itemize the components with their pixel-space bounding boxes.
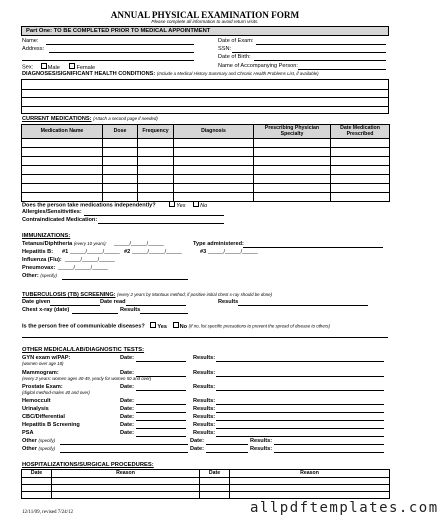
contraindicated-label: Contraindicated Medication: bbox=[22, 217, 98, 223]
hepatitis-1-label: #1 bbox=[62, 249, 69, 255]
col-reason-1: Reason bbox=[52, 470, 200, 478]
date-of-exam-label: Date of Exam: bbox=[218, 38, 254, 44]
pneumovax-label: Pneumovax: bbox=[22, 265, 56, 271]
name-label: Name: bbox=[22, 38, 39, 44]
communicable-yes-checkbox[interactable] bbox=[150, 322, 156, 328]
test-results-label: Results: bbox=[193, 430, 216, 436]
test-date-label: Date: bbox=[120, 370, 134, 376]
test-other-row bbox=[22, 446, 55, 453]
ssn-label: SSN: bbox=[218, 46, 232, 52]
test-other-note: (specify) bbox=[38, 446, 56, 451]
test-label: Urinalysis bbox=[22, 406, 49, 412]
test-results-label: Results: bbox=[250, 438, 273, 444]
test-date-input[interactable] bbox=[136, 422, 186, 429]
independent-no-checkbox[interactable] bbox=[193, 201, 199, 207]
test-date-input[interactable] bbox=[136, 398, 186, 405]
test-date-label: Date: bbox=[190, 446, 204, 452]
test-results-label: Results: bbox=[193, 398, 216, 404]
test-results-label: Results: bbox=[193, 355, 216, 361]
table-row[interactable] bbox=[22, 485, 390, 492]
test-note: (digital method-males 40 and over) bbox=[22, 390, 90, 395]
test-other-label: Other bbox=[22, 446, 37, 452]
medications-heading: CURRENT MEDICATIONS: bbox=[22, 116, 92, 122]
test-date-label: Date: bbox=[120, 414, 134, 420]
independent-yes-label: Yes bbox=[176, 202, 186, 209]
sex-label: Sex: bbox=[22, 64, 34, 71]
test-date-input[interactable] bbox=[136, 406, 186, 413]
diagnoses-note: (Include a Medical History Summary and Chronic Health Problems List, if available) bbox=[156, 71, 319, 76]
revision-date: 12/11/09, revised 7/24/12 bbox=[22, 510, 74, 515]
test-label: PSA bbox=[22, 430, 34, 436]
chest-xray-results-label: Results bbox=[120, 307, 141, 313]
name-input[interactable] bbox=[46, 38, 194, 45]
table-row[interactable] bbox=[22, 478, 390, 485]
contraindicated-input[interactable] bbox=[98, 217, 224, 224]
test-results-input[interactable] bbox=[216, 398, 384, 405]
table-row[interactable] bbox=[22, 492, 390, 499]
test-results-label: Results: bbox=[193, 406, 216, 412]
medications-table bbox=[21, 124, 390, 202]
tb-date-given-input[interactable] bbox=[50, 299, 100, 306]
form-title: ANNUAL PHYSICAL EXAMINATION FORM bbox=[110, 10, 300, 20]
test-other-input[interactable] bbox=[60, 438, 188, 445]
col-date-2: Date bbox=[200, 470, 230, 478]
dob-label: Date of Birth: bbox=[218, 54, 251, 60]
allergies-label: Allergies/Sensitivities: bbox=[22, 209, 82, 215]
type-administered-label: Type administered: bbox=[193, 241, 244, 247]
dob-input[interactable] bbox=[254, 54, 386, 61]
immunizations-heading: IMMUNIZATIONS: bbox=[22, 233, 71, 239]
table-row[interactable] bbox=[22, 166, 390, 175]
test-label: GYN exam w/PAP: bbox=[22, 355, 71, 361]
allergies-input[interactable] bbox=[84, 209, 224, 216]
chest-xray-results-input[interactable] bbox=[140, 307, 188, 314]
col-dose: Dose bbox=[103, 125, 138, 139]
type-administered-input[interactable] bbox=[243, 241, 383, 248]
immunization-other-input[interactable] bbox=[62, 273, 188, 280]
chest-xray-label: Chest x-ray (date) bbox=[22, 307, 70, 313]
communicable-question: Is the person free of communicable diseases? bbox=[22, 323, 145, 330]
tb-results-input[interactable] bbox=[238, 299, 368, 306]
divider bbox=[22, 89, 388, 90]
diagnoses-box[interactable] bbox=[21, 79, 389, 114]
address-line-2[interactable] bbox=[22, 54, 194, 61]
table-row[interactable] bbox=[22, 184, 390, 193]
test-results-input[interactable] bbox=[216, 384, 384, 391]
test-date-label: Date: bbox=[120, 406, 134, 412]
tb-heading-row bbox=[22, 292, 272, 299]
test-date-input[interactable] bbox=[136, 384, 186, 391]
test-date-label: Date: bbox=[120, 422, 134, 428]
tb-heading: TUBERCULOSIS (TB) SCREENING: bbox=[22, 292, 116, 298]
col-diagnosis: Diagnosis bbox=[174, 125, 254, 139]
precautions-input[interactable] bbox=[22, 331, 388, 338]
immunization-other-label: Other: bbox=[22, 273, 39, 279]
col-physician-specialty: Prescribing Physician Specialty bbox=[254, 125, 331, 139]
form-subtitle: Please complete all information to avoid return visits. bbox=[151, 19, 259, 24]
address-input[interactable] bbox=[49, 46, 194, 53]
diagnoses-heading: DIAGNOSES/SIGNIFICANT HEALTH CONDITIONS: bbox=[22, 71, 156, 77]
chest-xray-input[interactable] bbox=[72, 307, 118, 314]
divider bbox=[22, 106, 388, 107]
tb-date-read-input[interactable] bbox=[126, 299, 186, 306]
test-results-label: Results: bbox=[193, 414, 216, 420]
tetanus-note: (every 10 years): bbox=[73, 241, 107, 246]
tb-date-read-label: Date read bbox=[100, 299, 126, 305]
col-reason-2: Reason bbox=[230, 470, 390, 478]
part-one-bar: Part One: TO BE COMPLETED PRIOR TO MEDICAL APPOINTMENT bbox=[21, 26, 389, 36]
tb-results-label: Results bbox=[218, 299, 239, 305]
pneumovax-input[interactable]: _____/_____/_____ bbox=[58, 265, 108, 271]
table-row[interactable] bbox=[22, 175, 390, 184]
test-date-input[interactable] bbox=[206, 438, 248, 445]
ssn-input[interactable] bbox=[232, 46, 386, 53]
hospitalizations-heading: HOSPITALIZATIONS/SURGICAL PROCEDURES: bbox=[22, 462, 154, 468]
influenza-label: Influenza (Flu): bbox=[22, 257, 62, 263]
independent-yes-checkbox[interactable] bbox=[169, 201, 175, 207]
tetanus-label: Tetanus/Diphtheria bbox=[22, 241, 73, 247]
diagnoses-heading-row bbox=[22, 71, 319, 78]
test-date-label: Date: bbox=[190, 438, 204, 444]
test-results-input[interactable] bbox=[274, 438, 384, 445]
tests-heading: OTHER MEDICAL/LAB/DIAGNOSTIC TESTS: bbox=[22, 347, 145, 353]
test-results-input[interactable] bbox=[274, 446, 384, 453]
test-results-label: Results: bbox=[250, 446, 273, 452]
independent-no-label: No bbox=[200, 202, 208, 209]
test-results-label: Results: bbox=[193, 370, 216, 376]
hepatitis-1-input[interactable]: _____/_____/_____ bbox=[70, 249, 120, 255]
female-label: Female bbox=[76, 64, 96, 71]
test-date-label: Date: bbox=[120, 430, 134, 436]
table-row[interactable] bbox=[22, 148, 390, 157]
test-other-input[interactable] bbox=[60, 446, 188, 453]
test-label: Hepatitis B Screening bbox=[22, 422, 80, 428]
test-note: (women over age 18) bbox=[22, 361, 64, 366]
table-row[interactable] bbox=[22, 139, 390, 148]
col-medication-name: Medication Name bbox=[22, 125, 103, 139]
col-date-1: Date bbox=[22, 470, 52, 478]
accompanying-label: Name of Accompanying Person: bbox=[218, 63, 298, 69]
communicable-no-checkbox[interactable] bbox=[173, 322, 179, 328]
hepatitis-2-input[interactable]: _____/_____/_____ bbox=[132, 249, 182, 255]
test-results-input[interactable] bbox=[216, 355, 384, 362]
test-date-label: Date: bbox=[120, 384, 134, 390]
divider bbox=[22, 97, 388, 98]
medications-note: (Attach a second page if needed) bbox=[93, 116, 158, 121]
test-note: (every 2 years: women ages 40-49, yearly for women 50 and over) bbox=[22, 376, 152, 381]
test-results-input[interactable] bbox=[216, 406, 384, 413]
female-checkbox[interactable] bbox=[69, 63, 75, 69]
test-results-label: Results: bbox=[193, 422, 216, 428]
tb-date-given-label: Date given bbox=[22, 299, 51, 305]
hepatitis-3-input[interactable]: _____/_____/_____ bbox=[208, 249, 258, 255]
test-results-input[interactable] bbox=[216, 414, 384, 421]
medications-heading-row bbox=[22, 116, 158, 123]
male-label: Male bbox=[47, 64, 60, 71]
communicable-no-label: No bbox=[179, 323, 188, 330]
test-label: Mammogram: bbox=[22, 370, 59, 376]
test-label: Prostate Exam: bbox=[22, 384, 63, 390]
hospitalizations-table bbox=[21, 469, 390, 499]
hepatitis-3-label: #3 bbox=[200, 249, 207, 255]
immunization-other-row bbox=[22, 273, 57, 280]
test-results-label: Results: bbox=[193, 384, 216, 390]
communicable-no-note: (If no, list specific precautions to prevent the spread of disease to others) bbox=[188, 323, 330, 329]
watermark: allpdftemplates.com bbox=[250, 500, 439, 516]
date-of-exam-input[interactable] bbox=[256, 38, 386, 45]
tetanus-row bbox=[22, 241, 107, 248]
col-frequency: Frequency bbox=[138, 125, 174, 139]
tb-note: (every 2 years by Mantoux method; if positive initial chest x-ray should be done) bbox=[117, 292, 273, 297]
test-results-input[interactable] bbox=[216, 370, 384, 377]
hepatitis-2-label: #2 bbox=[124, 249, 131, 255]
accompanying-input[interactable] bbox=[298, 63, 386, 70]
test-label: Hemoccult bbox=[22, 398, 51, 404]
test-date-input[interactable] bbox=[136, 370, 186, 377]
male-checkbox[interactable] bbox=[41, 63, 47, 69]
test-date-input[interactable] bbox=[136, 355, 186, 362]
address-label: Address: bbox=[22, 46, 45, 52]
test-other-row bbox=[22, 438, 55, 445]
test-date-input[interactable] bbox=[206, 446, 248, 453]
communicable-yes-label: Yes bbox=[157, 323, 168, 330]
hepatitis-label: Hepatitis B: bbox=[22, 249, 54, 255]
test-other-note: (specify) bbox=[38, 438, 56, 443]
independent-question: Does the person take medications independently? bbox=[22, 202, 156, 209]
test-label: CBC/Differential bbox=[22, 414, 65, 420]
test-results-input[interactable] bbox=[216, 430, 384, 437]
table-row[interactable] bbox=[22, 157, 390, 166]
test-other-label: Other bbox=[22, 438, 37, 444]
test-date-label: Date: bbox=[120, 355, 134, 361]
tetanus-date-input[interactable]: _____/_____/_____ bbox=[114, 241, 164, 247]
col-date-prescribed: Date Medication Prescribed bbox=[331, 125, 390, 139]
influenza-input[interactable]: _____/_____/_____ bbox=[65, 257, 115, 263]
communicable-row bbox=[22, 322, 330, 331]
test-date-label: Date: bbox=[120, 398, 134, 404]
test-date-input[interactable] bbox=[136, 414, 186, 421]
test-date-input[interactable] bbox=[136, 430, 186, 437]
test-results-input[interactable] bbox=[216, 422, 384, 429]
immunization-other-note: (specify) bbox=[40, 273, 57, 278]
